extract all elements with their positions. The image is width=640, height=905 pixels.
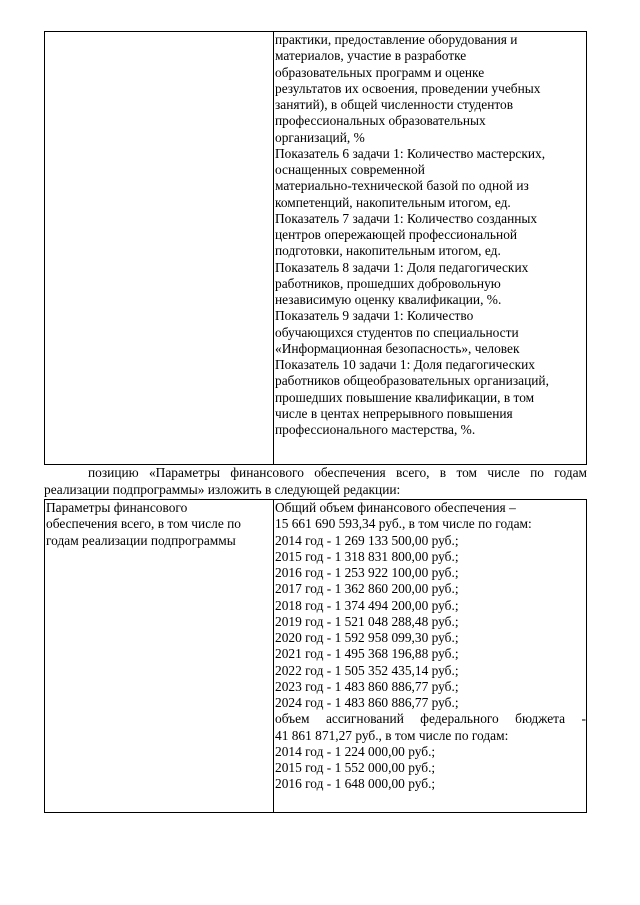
text-line: 41 861 871,27 руб., в том числе по годам: <box>275 727 509 743</box>
text-line: 2024 год - 1 483 860 886,77 руб.; <box>275 695 459 710</box>
text-line: прошедших повышение квалификации, в том <box>275 389 535 405</box>
text-line: 2015 год - 1 318 831 800,00 руб.; <box>275 548 459 564</box>
text-line: практики, предоставление оборудования и <box>275 32 518 47</box>
text-line: 2015 год - 1 552 000,00 руб.; <box>275 760 436 775</box>
text-line: Показатель 7 задачи 1: Количество созданных <box>275 210 538 226</box>
text-line: 2016 год - 1 253 922 100,00 руб.; <box>275 565 459 580</box>
text-line: 2014 год - 1 224 000,00 руб.; <box>275 743 436 759</box>
text-line: 2020 год - 1 592 958 099,30 руб.; <box>275 630 459 645</box>
text-line: организаций, % <box>275 129 365 145</box>
text-line: центров опережающей профессиональной <box>275 227 518 242</box>
financing-label-cell <box>45 500 274 813</box>
text-line: годам реализации подпрограммы <box>46 532 236 548</box>
text-line: 2017 год - 1 362 860 200,00 руб.; <box>275 581 459 597</box>
text-line: 15 661 690 593,34 руб., в том числе по годам: <box>275 516 532 532</box>
paragraph-line-2: реализации подпрограммы» изложить в следующей редакции: <box>44 482 401 497</box>
table-row <box>45 32 587 465</box>
text-line: «Информационная безопасность», человек <box>275 340 520 356</box>
text-line: работников общеобразовательных организаций, <box>275 373 549 389</box>
text-line: профессиональных образовательных <box>275 113 486 129</box>
text-line: подготовки, накопительным итогом, ед. <box>275 243 501 259</box>
text-line: 2022 год - 1 505 352 435,14 руб.; <box>275 662 459 678</box>
text-line: обучающихся студентов по специальности <box>275 324 519 340</box>
text-line: профессионального мастерства, %. <box>275 422 476 437</box>
text-line: материалов, участие в разработке <box>275 48 467 64</box>
text-line: Показатель 6 задачи 1: Количество мастерских, <box>275 145 546 161</box>
text-line: Показатель 9 задачи 1: Количество <box>275 308 474 324</box>
text-line: числе в центах непрерывного повышения <box>275 405 513 421</box>
table-row <box>45 500 587 813</box>
indicators-text <box>275 32 586 438</box>
financing-table <box>44 499 587 813</box>
text-line: 2019 год - 1 521 048 288,48 руб.; <box>275 613 459 629</box>
text-line: компетенций, накопительным итогом, ед. <box>275 194 511 210</box>
text-line: оснащенных современной <box>275 162 425 177</box>
text-line: 2018 год - 1 374 494 200,00 руб.; <box>275 597 459 613</box>
text-line: независимую оценку квалификации, %. <box>275 292 502 307</box>
financing-values-text <box>275 500 586 793</box>
text-line: обеспечения всего, в том числе по <box>46 516 241 532</box>
text-line: 2016 год - 1 648 000,00 руб.; <box>275 776 436 792</box>
text-line: Показатель 10 задачи 1: Доля педагогических <box>275 357 535 372</box>
financing-values-cell <box>274 500 587 813</box>
text-line: Параметры финансового <box>46 500 188 515</box>
financing-label-text <box>46 500 273 549</box>
text-line: материально-технической базой по одной из <box>275 178 529 194</box>
text-line: 2023 год - 1 483 860 886,77 руб.; <box>275 678 459 694</box>
text-line: занятий), в общей численности студентов <box>275 97 514 112</box>
table-cell-empty <box>45 32 274 465</box>
text-line: результатов их освоения, проведении учебных <box>275 80 541 96</box>
text-line: 2014 год - 1 269 133 500,00 руб.; <box>275 532 459 548</box>
text-line: образовательных программ и оценке <box>275 64 485 80</box>
text-line: 2021 год - 1 495 368 196,88 руб.; <box>275 646 459 662</box>
text-line: объем ассигнований федерального бюджета - <box>275 711 586 727</box>
text-line: Общий объем финансового обеспечения – <box>275 500 516 515</box>
indicators-cell <box>274 32 587 465</box>
indicators-table <box>44 31 587 465</box>
text-line: Показатель 8 задачи 1: Доля педагогических <box>275 259 529 275</box>
text-line: работников, прошедших добровольную <box>275 275 501 291</box>
instruction-paragraph <box>44 464 587 498</box>
paragraph-line-1: позицию «Параметры финансового обеспечения всего, в том числе по годам <box>88 465 587 480</box>
